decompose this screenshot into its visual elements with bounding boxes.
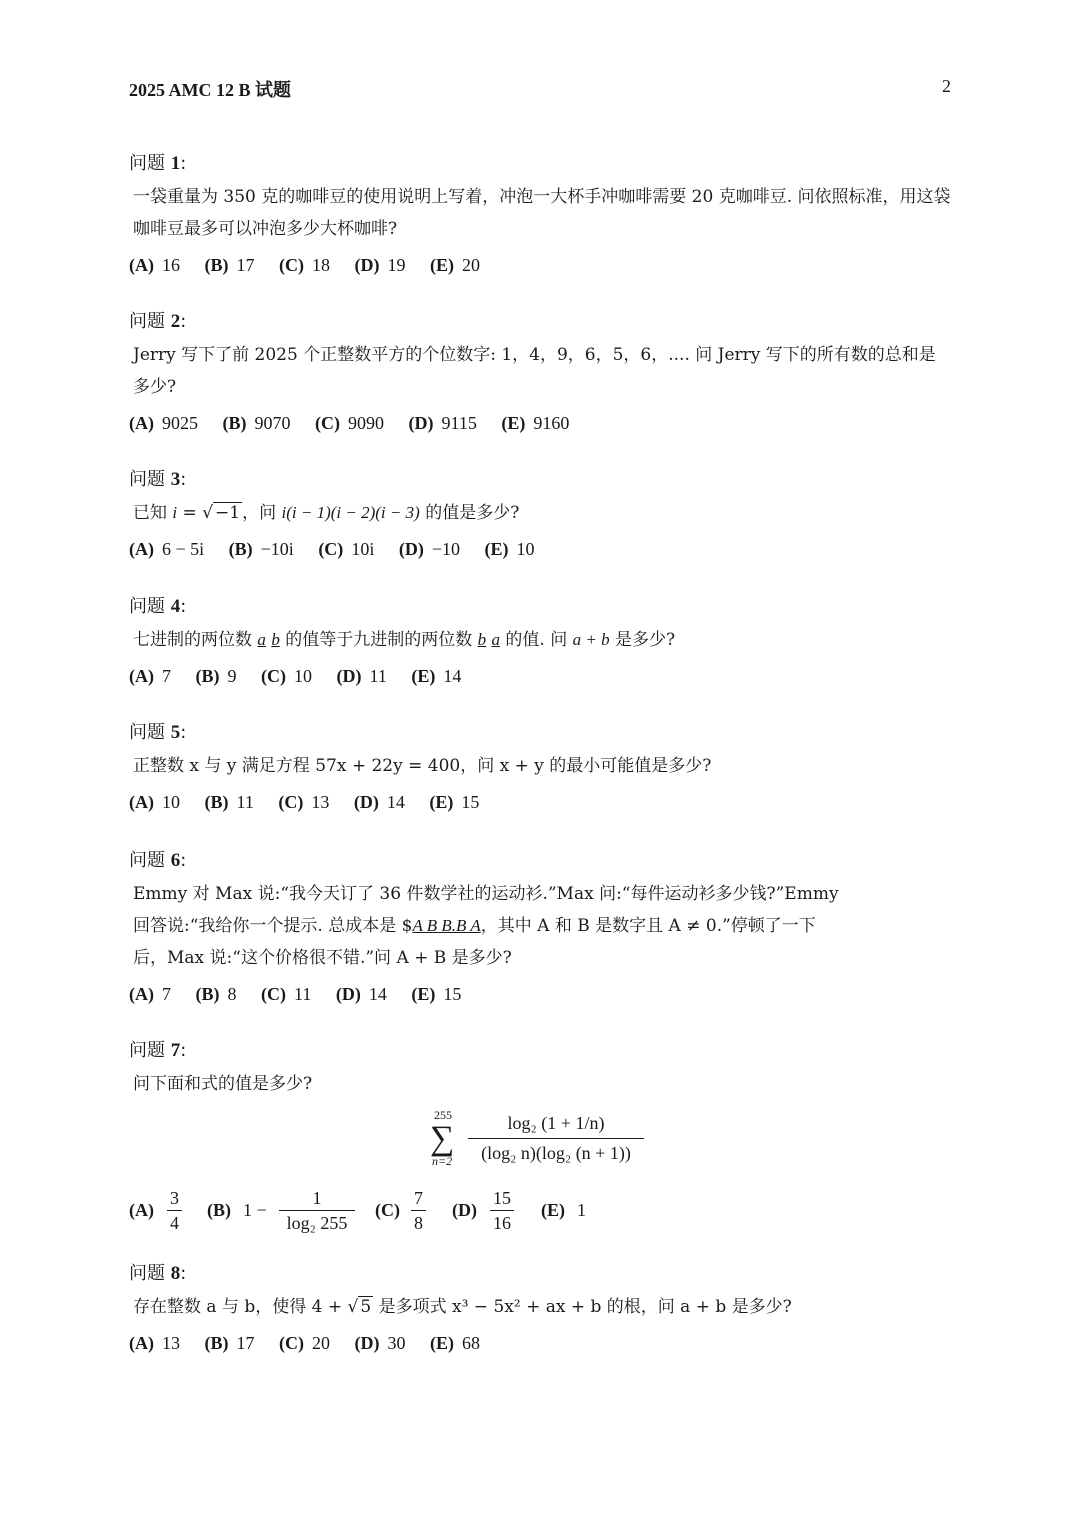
answer-choices: (A) 3 4 (B) 1 − 1 log₂ 255 (C) 7 8 (D) 15 16 (E) 1 bbox=[129, 1188, 586, 1233]
page-header bbox=[129, 76, 951, 104]
choice-c: (C) 9090 bbox=[315, 413, 384, 433]
choice-b: (B) −10i bbox=[228, 539, 294, 559]
problem-4 bbox=[129, 595, 952, 688]
header-title: 2025 AMC 12 B 试题 bbox=[129, 80, 291, 100]
choice-c: (C) 18 bbox=[279, 255, 330, 275]
choice-b: (B) 9 bbox=[195, 666, 237, 686]
problem-1 bbox=[129, 152, 952, 277]
text-line-2: 回答说:“我给你一个提示. 总成本是 $A B B.B A，其中 A 和 B 是数字且 A ≠ 0.”停顿了一下 bbox=[133, 916, 816, 936]
choice-d: (D) 11 bbox=[336, 666, 387, 686]
problem-7 bbox=[129, 1039, 952, 1100]
choice-e: (E) 68 bbox=[430, 1333, 480, 1353]
problem-8 bbox=[129, 1262, 952, 1355]
answer-choices bbox=[129, 253, 952, 277]
answer-choices bbox=[129, 1331, 952, 1355]
sigma-symbol: ∑ bbox=[430, 1120, 455, 1157]
answer-choices bbox=[129, 790, 952, 814]
choice-d: (D) −10 bbox=[398, 539, 460, 559]
problem-title: 问题 2: bbox=[129, 311, 187, 332]
answer-choices bbox=[129, 411, 952, 435]
choice-c: (C) 13 bbox=[278, 792, 330, 812]
page-number: 2 bbox=[942, 76, 951, 96]
choice-c: (C) 11 bbox=[261, 984, 312, 1004]
answer-choices bbox=[129, 537, 952, 561]
problem-text bbox=[129, 878, 952, 974]
summation-formula bbox=[430, 1108, 650, 1170]
problem-5 bbox=[129, 721, 952, 814]
sum-upper-limit: 255 bbox=[434, 1108, 452, 1122]
problem-title: 问题 8: bbox=[129, 1263, 187, 1284]
choice-e: (E) 15 bbox=[411, 984, 462, 1004]
choice-c: (C) 10 bbox=[261, 666, 312, 686]
problem-title: 问题 3: bbox=[129, 469, 187, 490]
choice-b: (B) 17 bbox=[204, 255, 255, 275]
choice-d: (D) 30 bbox=[354, 1333, 406, 1353]
choice-e: (E) 20 bbox=[430, 255, 480, 275]
problem-2 bbox=[129, 310, 952, 435]
problem-text: 七进制的两位数 a b 的值等于九进制的两位数 b a 的值. 问 a + b 是多少? bbox=[133, 630, 676, 650]
choice-b: (B) 9070 bbox=[222, 413, 291, 433]
problem-text: 已知 i = √ −1 ，问 i(i − 1)(i − 2)(i − 3) 的值是多少? bbox=[133, 503, 520, 523]
sum-fraction bbox=[468, 1108, 644, 1167]
choice-e: (E) 9160 bbox=[501, 413, 570, 433]
problem-title: 问题 4: bbox=[129, 596, 187, 617]
problem-6 bbox=[129, 849, 952, 1006]
choice-a: (A) 10 bbox=[129, 792, 180, 812]
choice-c: (C) 10i bbox=[318, 539, 375, 559]
choice-e: (E) 10 bbox=[484, 539, 535, 559]
sum-lower-limit: n=2 bbox=[432, 1154, 453, 1168]
problem-title: 问题 7: bbox=[129, 1040, 187, 1061]
sum-denominator: (log₂ n)(log₂ (n + 1)) bbox=[481, 1143, 631, 1163]
choice-d: (D) 14 bbox=[353, 792, 405, 812]
choice-a: (A) 13 bbox=[129, 1333, 180, 1353]
choice-b: (B) 11 bbox=[204, 792, 254, 812]
choice-e: (E) 14 bbox=[411, 666, 462, 686]
text-line-1: Emmy 对 Max 说:“我今天订了 36 件数学社的运动衫.”Max 问:“每件运动衫多少钱?”Emmy bbox=[133, 884, 839, 904]
choice-a: (A) 6 − 5i bbox=[129, 539, 205, 559]
choice-a: (A) 7 bbox=[129, 984, 171, 1004]
text-line-3: 后，Max 说:“这个价格很不错.”问 A + B 是多少? bbox=[133, 948, 512, 968]
choice-c: (C) 20 bbox=[279, 1333, 330, 1353]
answer-choices bbox=[129, 664, 952, 688]
choice-a: (A) 16 bbox=[129, 255, 180, 275]
choice-a: (A) 9025 bbox=[129, 413, 198, 433]
problem-title: 问题 6: bbox=[129, 850, 187, 871]
sum-numerator: log₂ (1 + 1/n) bbox=[468, 1108, 644, 1139]
problem-title: 问题 5: bbox=[129, 722, 187, 743]
problem-text: 正整数 x 与 y 满足方程 57x + 22y = 400，问 x + y 的最小可能值是多少? bbox=[133, 756, 712, 776]
problem-text: 存在整数 a 与 b，使得 4 + √ 5 是多项式 x³ − 5x² + ax + b 的根，问 a + b 是多少? bbox=[133, 1297, 792, 1317]
choice-d: (D) 9115 bbox=[408, 413, 477, 433]
choice-b: (B) 17 bbox=[204, 1333, 255, 1353]
choice-b: (B) 8 bbox=[195, 984, 237, 1004]
answer-choices bbox=[129, 982, 952, 1006]
problem-text: Jerry 写下了前 2025 个正整数平方的个位数字: 1，4，9，6，5，6，.... 问 Jerry 写下的所有数的总和是多少? bbox=[133, 345, 936, 397]
problem-text: 问下面和式的值是多少? bbox=[133, 1074, 313, 1094]
problem-title: 问题 1: bbox=[129, 153, 187, 174]
choice-a: (A) 7 bbox=[129, 666, 171, 686]
choice-e: (E) 15 bbox=[429, 792, 480, 812]
choice-d: (D) 19 bbox=[354, 255, 406, 275]
choice-d: (D) 14 bbox=[335, 984, 387, 1004]
problem-text: 一袋重量为 350 克的咖啡豆的使用说明上写着，冲泡一大杯手冲咖啡需要 20 克咖啡豆. 问依照标准，用这袋咖啡豆最多可以冲泡多少大杯咖啡? bbox=[133, 187, 951, 239]
problem-3 bbox=[129, 468, 952, 561]
